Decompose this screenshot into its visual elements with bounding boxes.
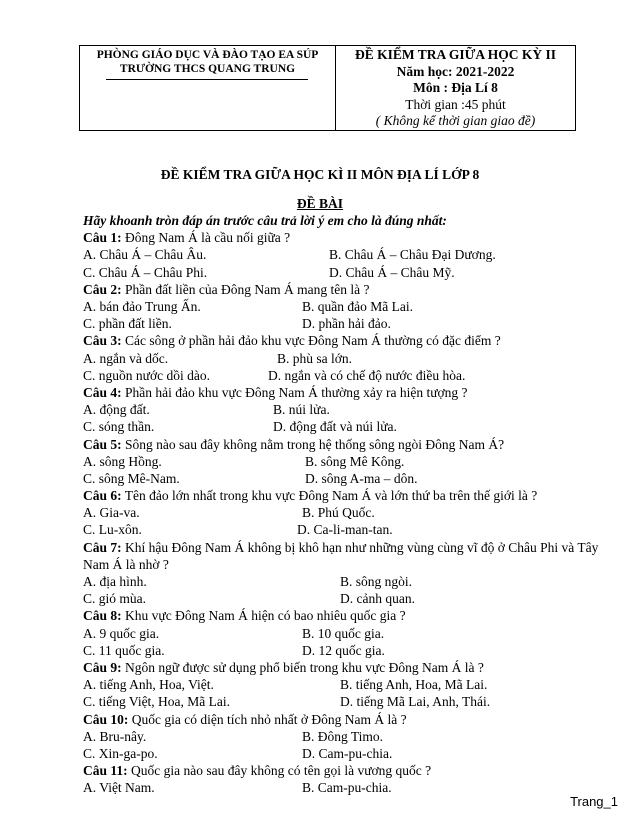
answer-row	[83, 693, 603, 710]
answer-option-b[interactable]: B. sông ngòi.	[340, 574, 413, 590]
answer-option-d[interactable]: D. tiếng Mã Lai, Anh, Thái.	[340, 694, 491, 710]
answer-row	[83, 401, 603, 418]
answer-option-c[interactable]: C. sông Mê-Nam.	[83, 470, 180, 486]
answer-row	[83, 504, 603, 521]
answer-option-d[interactable]: D. phần hải đảo.	[302, 316, 391, 332]
question-prompt: Khu vực Đông Nam Á hiện có bao nhiêu quốc gia ?	[121, 608, 406, 624]
answer-option-d[interactable]: D. Ca-li-man-tan.	[297, 522, 393, 538]
answer-option-c[interactable]: C. phần đất liền.	[83, 316, 172, 332]
question-prompt: Ngôn ngữ được sử dụng phổ biến trong khu vực Đông Nam Á là ?	[121, 660, 484, 676]
time-limit: Thời gian :45 phút	[405, 96, 506, 112]
answer-row	[83, 590, 603, 607]
answer-option-a[interactable]: A. động đất.	[83, 402, 150, 418]
question-number: Câu 11:	[83, 763, 128, 779]
question-text	[83, 607, 603, 624]
question-text	[83, 436, 603, 453]
question-prompt: Sông nào sau đây không nằm trong hệ thống sông ngòi Đông Nam Á?	[121, 436, 505, 452]
answer-row	[83, 470, 603, 487]
question-prompt: Phần hải đảo khu vực Đông Nam Á thường xảy ra hiện tượng ?	[121, 384, 468, 400]
question-prompt: Quốc gia nào sau đây không có tên gọi là vương quốc ?	[127, 763, 432, 779]
answer-option-b[interactable]: B. 10 quốc gia.	[302, 625, 385, 641]
answer-option-b[interactable]: B. núi lửa.	[273, 402, 330, 418]
answer-row	[83, 642, 603, 659]
question-number: Câu 9:	[83, 660, 122, 676]
answer-option-d[interactable]: D. Cam-pu-chia.	[302, 746, 393, 761]
answer-option-b[interactable]: B. Phú Quốc.	[302, 505, 375, 521]
question-prompt: Tên đảo lớn nhất trong khu vực Đông Nam Á và lớn thứ ba trên thế giới là ?	[121, 488, 538, 504]
answer-option-a[interactable]: A. Việt Nam.	[83, 780, 155, 796]
time-note: ( Không kể thời gian giao đề)	[375, 113, 536, 128]
answer-option-b[interactable]: B. quần đảo Mã Lai.	[302, 298, 413, 314]
school-block	[80, 46, 336, 130]
answer-option-c[interactable]: C. gió mùa.	[83, 591, 146, 607]
question-number: Câu 4:	[83, 384, 122, 400]
answer-option-c[interactable]: C. Xin-ga-po.	[83, 746, 158, 761]
answer-option-b[interactable]: B. sông Mê Kông.	[305, 453, 405, 469]
question-text	[83, 281, 603, 298]
question-prompt: Khí hậu Đông Nam Á không bị khô hạn như những vùng cùng vĩ độ ở Châu Phi và Tây Nam Á là nhờ ?	[83, 539, 599, 572]
answer-row	[83, 779, 603, 796]
answer-row	[83, 264, 603, 281]
question-number: Câu 1:	[83, 230, 122, 246]
answer-option-b[interactable]: B. phù sa lớn.	[277, 350, 353, 366]
question-number: Câu 2:	[83, 281, 122, 297]
section-title: ĐỀ BÀI	[296, 196, 344, 211]
answer-option-a[interactable]: A. địa hình.	[83, 574, 147, 590]
question-number: Câu 7:	[83, 539, 122, 555]
answer-row	[83, 246, 603, 263]
department-name: PHÒNG GIÁO DỤC VÀ ĐÀO TẠO EA SÚP	[96, 49, 319, 61]
subject: Môn : Địa Lí 8	[413, 80, 498, 95]
page-title: ĐỀ KIỂM TRA GIỮA HỌC KÌ II MÔN ĐỊA LÍ LỚP 8	[160, 167, 480, 182]
answer-option-c[interactable]: C. tiếng Việt, Hoa, Mã Lai.	[83, 694, 231, 710]
answer-option-a[interactable]: A. tiếng Anh, Hoa, Việt.	[83, 677, 214, 693]
exam-title: ĐỀ KIỂM TRA GIỮA HỌC KỲ II	[354, 47, 557, 62]
answer-row	[83, 367, 603, 384]
answer-row	[83, 453, 603, 470]
question-prompt: Đông Nam Á là cầu nối giữa ?	[121, 230, 291, 246]
question-prompt: Các sông ở phần hải đảo khu vực Đông Nam Á thường có đặc điểm ?	[121, 333, 501, 349]
question-number: Câu 6:	[83, 488, 122, 504]
answer-row	[83, 676, 603, 693]
answer-option-c[interactable]: C. 11 quốc gia.	[83, 642, 165, 658]
answer-row	[83, 418, 603, 435]
answer-option-c[interactable]: C. Châu Á – Châu Phi.	[83, 264, 208, 280]
answer-option-b[interactable]: B. tiếng Anh, Hoa, Mã Lai.	[340, 677, 488, 693]
answer-option-b[interactable]: B. Cam-pu-chia.	[302, 780, 392, 796]
question-text	[83, 762, 603, 779]
school-name: TRƯỜNG THCS QUANG TRUNG	[119, 63, 296, 75]
answer-row	[83, 315, 603, 332]
answer-option-d[interactable]: D. Châu Á – Châu Mỹ.	[329, 264, 455, 280]
question-text	[83, 332, 603, 349]
exam-info-block	[336, 46, 575, 130]
instruction: Hãy khoanh tròn đáp án trước câu trả lời ý em cho là đúng nhất:	[83, 213, 447, 228]
answer-option-a[interactable]: A. Gia-va.	[83, 505, 140, 521]
question-number: Câu 3:	[83, 333, 122, 349]
answer-row	[83, 573, 603, 590]
question-number: Câu 5:	[83, 436, 122, 452]
question-prompt: Quốc gia có diện tích nhỏ nhất ở Đông Nam Á là ?	[128, 711, 407, 727]
answer-option-d[interactable]: D. 12 quốc gia.	[302, 642, 385, 658]
answer-option-d[interactable]: D. động đất và núi lửa.	[273, 419, 397, 435]
answer-option-a[interactable]: A. Châu Á – Châu Âu.	[83, 247, 207, 263]
answer-option-a[interactable]: A. 9 quốc gia.	[83, 625, 160, 641]
question-list	[83, 212, 603, 797]
answer-row	[83, 625, 603, 642]
answer-row	[83, 298, 603, 315]
answer-row	[83, 350, 603, 367]
page-number: Trang_1	[570, 794, 618, 809]
answer-row	[83, 728, 603, 745]
question-text	[83, 711, 603, 728]
divider-line	[106, 79, 308, 80]
answer-option-c[interactable]: C. sóng thần.	[83, 419, 155, 435]
answer-option-a[interactable]: A. Bru-nây.	[83, 728, 147, 744]
question-prompt: Phần đất liền của Đông Nam Á mang tên là ?	[121, 281, 370, 297]
header-table	[79, 45, 576, 131]
answer-option-c[interactable]: C. Lu-xôn.	[83, 522, 142, 538]
question-text	[83, 487, 603, 504]
question-number: Câu 8:	[83, 608, 122, 624]
answer-row	[83, 745, 603, 762]
answer-option-d[interactable]: D. cảnh quan.	[340, 591, 415, 607]
answer-row	[83, 521, 603, 538]
question-number: Câu 10:	[83, 711, 129, 727]
question-text	[83, 384, 603, 401]
question-text	[83, 659, 603, 676]
answer-option-a[interactable]: A. bán đảo Trung Ấn.	[83, 298, 201, 314]
answer-option-b[interactable]: B. Châu Á – Châu Đại Dương.	[329, 247, 496, 263]
school-year: Năm học: 2021-2022	[396, 63, 515, 79]
answer-option-a[interactable]: A. sông Hồng.	[83, 453, 162, 469]
question-text	[83, 539, 603, 573]
answer-option-c[interactable]: C. nguồn nước dồi dào.	[83, 367, 210, 383]
question-text	[83, 229, 603, 246]
answer-option-d[interactable]: D. sông A-ma – dôn.	[305, 470, 418, 486]
answer-option-b[interactable]: B. Đông Timo.	[302, 728, 384, 744]
answer-option-d[interactable]: D. ngắn và có chế độ nước điều hòa.	[268, 367, 466, 383]
answer-option-a[interactable]: A. ngắn và dốc.	[83, 350, 169, 366]
